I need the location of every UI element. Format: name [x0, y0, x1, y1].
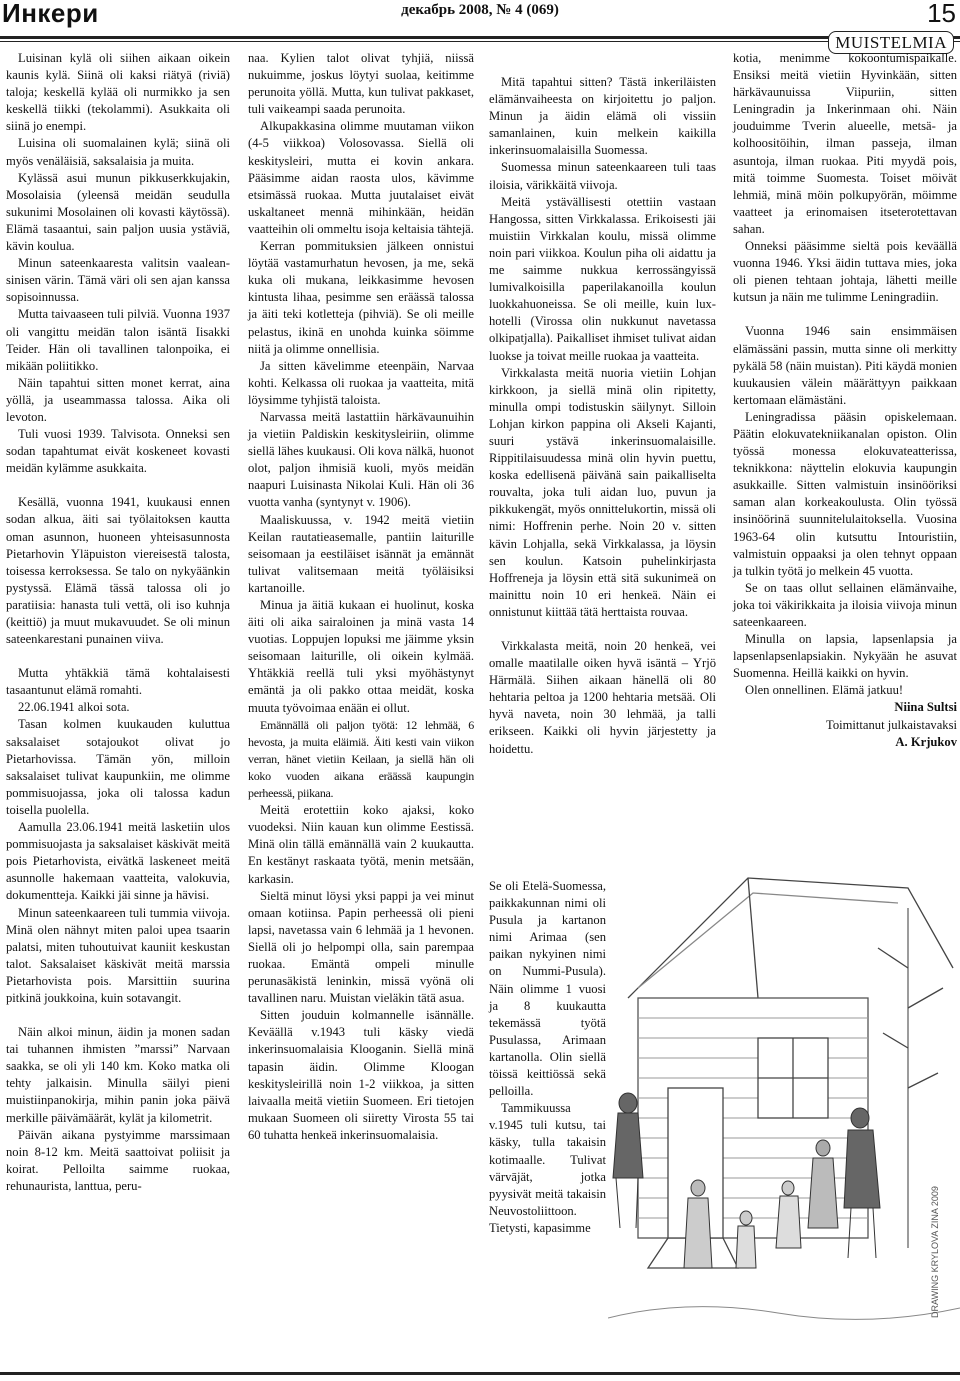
paragraph: Emännällä oli paljon työtä: 12 lehmää, 6 hevosta, ja muita eläimiä. Äiti kesti vain viikon verran, hänet vietiin Keilaan, ja siellä hän oli koko vuoden aikana eräässä kaupungin perheessä, piikana.	[248, 717, 474, 801]
header-rule	[0, 36, 960, 39]
paragraph: Virkkalasta meitä, noin 20 henkeä, vei omalle maatilalle oiken hyvä isäntä – Yrjö Härmälä. Siihen aikaan hänellä oli 80 hehtaria peltoa ja 1200 hehtaria metsää. Oli hyvä naveta, noin 30 lehmää, ja talli erikseen. Kaikki oli hyvin järjestetty ja hoidettu.	[489, 639, 716, 756]
paragraph: Mutta yhtäkkiä tämä kohtalaisesti tasaantunut elämä romahti.	[6, 666, 230, 698]
article-column-2	[248, 50, 474, 1144]
paragraph: Kerran pommituksien jälkeen onnistui löytää vastamurhatun hevosen, ja me, sekä kuka oli mukana, leikkasimme hevosen kintusta lihaa, pesimme sen eräässä talossa ja äiti teki kotletteja (pihviä). Se oli meille pelastus, ikinä en unohda kuinka söimme niitä ja olimme onnellisia.	[248, 239, 474, 356]
paragraph: Narvassa meitä lastattiin härkävaunuihin ja vietiin Paldiskin keskitysleiriin, olimme siellä lähes kuukausi. Oli kova nälkä, huonot olot, paljon ihmisiä kuoli, myös meidän naapuri Luisinasta Nikolai Kuli. Hän oli 36 vuotta vanha (syntynyt v. 1906).	[248, 409, 474, 510]
paragraph: Olen onnellinen. Elämä jatkuu!	[745, 683, 904, 698]
page-header	[0, 0, 960, 34]
paragraph: Tammikuussa v.1945 tuli kutsu, tai käsky, tulla takaisin kotimaalle. Tulivat värvājät, jotka pyysivät meitä takaisin Neuvostoliittoon. Tietysti, kapasimme	[489, 1101, 606, 1235]
paragraph: Päivän aikana pystyimme marssimaan noin 8-12 km. Meitä saattoivat poliisit ja koirat. Pelloilta saimme ruokaa, rehunaurista, lanttua, peru-	[6, 1127, 230, 1193]
paragraph: Kylässä asui munun pikkuserkkujakin, Mosolaisia (yleensä meidän seudulla sukunimi Mosolainen oli kovasti käytössä). Elämä tasaantui, sain paljon uusia ystäviä, kävin koulua.	[6, 170, 230, 254]
paragraph: kotia, menimme kokoontumispaikalle. Ensiksi meitä vietiin Hyvinkään, sitten härkävaunuissa Viipuriin, sitten Leningradin ja Inkerinmaan ohi. Näin jouduimme Tverin alueelle, metsä- ja kolhoositöihin, ilman passeja, ilman asuntoja, ilman ruokaa. Piti myydä pois, mitä toimme Suomesta. Toiset möivät lehmiä, minä möin polkupyörän, möimme vaatteet ja erinomaisen itseterotettavan sahan.	[733, 51, 957, 236]
paragraph: Vuonna 1946 sain ensimmäisen elämässäni passin, mutta sinne oli merkitty pykälä 58 (näin muistan). Piti käydä monien kuukausien välein määrättyyn paikkaan kertomaan elämästäni.	[733, 324, 957, 407]
paragraph: Tuli vuosi 1939. Talvisota. Onneksi sen sodan tapahtumat eivät koskeneet kovasti meidän kylämme asukkaita.	[6, 427, 230, 476]
paragraph: Kesällä, vuonna 1941, kuukausi ennen sodan alkua, äiti sai työlaitoksen kautta oman asunnon, huoneen yhteisasunnosta Pietarhovin Yläpuiston viereisestä talosta, toisessa kerroksessa. Se talo on nykyäänkin pystyssä. Elämä tässä talossa oli jo paratiisia: hanasta tuli vettä, oli iso kuhnja (keittiö) ja muut mukavuudet. Se oli minun sateenkarestani punainen viiva.	[6, 495, 230, 647]
village-soldiers-illustration	[608, 848, 960, 1353]
article-column-3	[489, 74, 716, 758]
paragraph: Näin alkoi minun, äidin ja monen sadan tai tuhannen ihmisten ”marssi” Narvaan saakka, se oli yli 140 km. Koko matka oli tehty jalkaisin. Minulla säilyi pieni muistiinpanokirja, mihin panin joka päivä merkille päivämäärät, kylät ja kilometrit.	[6, 1025, 230, 1125]
paragraph: Mutta taivaaseen tuli pilviä. Vuonna 1937 oli vangittu meidän talon isäntä Iisakki Teider. Hän oli tavallinen talonpoika, ei mikään poliitikko.	[6, 307, 230, 373]
paragraph: Leningradissa pääsin opiskelemaan. Päätin elokuvatekniikanalan opiston. Olin työssä monessa elokuvateatterissa, teknikkona: näyttelin elokuvia kaupungin asukkaille. Sitten valmistuin insinööriksi saman alan korkeakoulusta. Olin työssä insinöörinä suunnitelulaitoksella. Vuosina 1963-64 olin kutsuttu Intouristiin, valmistuin oppaaksi ja olen tehnyt oppaan ja tulkin työtä jo melkein 45 vuotta.	[733, 409, 957, 578]
paragraph: Tasan kolmen kuukauden kuluttua saksalaiset sotajoukot olivat jo Pietarhovissa. Tämän yön, milloin saksalaiset tulivat kaupunkiin, me olimme pommisuojassa, joka oli talossa kadun toisella puolella.	[6, 717, 230, 817]
footer-rule	[0, 1372, 960, 1375]
paragraph: Minun sateenkaaresta valitsin vaalean-sinisen värin. Tämä väri oli sen ajan kanssa sopisoinnussa.	[6, 256, 230, 305]
paragraph: Minun sateenkaareen tuli tummia viivoja. Minä olen nähnyt miten paloi upea tsaarin palatsi, miten tuhoutuivat kauniit keskustan talot. Saksalaiset käskivät meitä marssia Pietarhovista pois. Marsittiin suurina pitkinä joukkoina, kuin sotavangit.	[6, 905, 230, 1005]
paragraph: Näin tapahtui sitten monet kerrat, aina yöllä, ja useammassa talossa. Aika oli levoton.	[6, 375, 230, 424]
paragraph: Sitten jouduin kolmannelle isännälle. Keväällä v.1943 tuli käsky viedä inkerinsuomalaisia Klooganin. Siellä minä tapasin äidin. Olimme Kloogan keskitysleirillä noin 1-2 viikkoa, ja sitten laivaalla meitä vietiin Suomeen. Eri tietojen mukaan Suomeen oli siiretty Virosta 55 tai 60 tuhatta henkeä inkerinsuomalaisia.	[248, 1008, 474, 1142]
illustration-signature: DRAWING KRYLOVA ZINA 2009	[930, 1186, 940, 1318]
paragraph: Meitä ystävällisesti otettiin vastaan Hangossa, sitten Virkkalassa. Erikoisesti jäi muistiin Virkkalan koulu, missä olimme noin pari viikkoa. Koulun piha oli aidattu ja me saimme nukkua kerrossängyissä lumivalkoisilla paperilakanoilla koulun luokkahuoneissa. Se oli meille, kuin lux-hotelli (Virossa olin nukkunut navetassa olkipatjalla). Paikalliset ihmiset tulivat aidan luokse ja toivat meille ruokaa ja vaatteita.	[489, 194, 716, 363]
issue-line: декабрь 2008, № 4 (069)	[401, 2, 559, 18]
paragraph: Minua ja äitiä kukaan ei huolinut, koska äiti oli aika sairaloinen ja minä vasta 14 vuotias. Loppujen lopuksi me jäimme yksin seisomaan laiturille, oli oikein kylmää. Yhtäkkiä reellä tuli yksi myöhästynyt emäntä ja oli pakko ottaa meidät, koska muuta työvoimaa enään ei ollut.	[248, 598, 474, 715]
author-name: Niina Sultsi	[894, 700, 957, 715]
paragraph: Sieltä minut löysi yksi pappi ja vei minut omaan kotiinsa. Papin perheessä oli pieni lapsi, navetassa vain 6 lehmää ja 1 hevonen. Siellä oli jo helpompi olla, sain parempaa ruokaa. Emäntä ompeli minulle perunasäkistä leninkin, missä vyönä oli tavallinen naru. Muistan vieläkin tätä asua.	[248, 888, 474, 1006]
paragraph: 22.06.1941 alkoi sota.	[18, 700, 130, 715]
paragraph: Luisina oli suomalainen kylä; siinä oli myös venäläisiä, saksalaisia ja muita.	[6, 136, 230, 168]
paragraph: Ja sitten kävelimme eteenpäin, Narvaa kohti. Kelkassa oli ruokaa ja vaatteita, mitä löysimme tyhjistä taloista.	[248, 358, 474, 407]
paragraph: Minulla on lapsia, lapsenlapsia ja lapsenlapsenlapsiakin. Nykyään he asuvat Suomenna. Heillä kaikki on hyvin.	[733, 632, 957, 681]
paragraph: Maaliskuussa, v. 1942 meitä vietiin Keilan rautatieasemalle, pantiin laiturille seisomaan ja eestiläiset isännät ja emännät tulivat valitsemaan meitä työläisiksi kartanoille.	[248, 512, 474, 595]
paragraph: Onneksi pääsimme sieltä pois keväällä vuonna 1946. Yksi äidin tuttava mies, joka oli pienen tehtaan johtaja, lähetti meille kutsun ja näin me tulimme Leningradiin.	[733, 239, 957, 305]
newspaper-title: Инкери	[2, 0, 99, 28]
editor-name: A. Krjukov	[895, 734, 957, 749]
paragraph: Virkkalasta meitä nuoria vietiin Lohjan kirkkoon, ja siellä minä olin ripitetty, minulla ompi todistuskin säilynyt. Silloin Lohjan kirkon pappina oli Akseli Kajanti, suuri ystävä inkerinsuomalaisille. Rippitilaisuudessa minä olin hyvin puettu, koska edellisenä päivänä sain paikalliselta rouvalta, joka tuli aidan luo, puvun ja pikkukengät, myös onnittelukortin, missä oli nimi: Hoffrenin perhe. Noin 20 v. sitten kävin Lohjalla, sekä Virkkalassa, ja löysin sen koulun. Katsoin puhelinkirjasta Hoffreneja ja löysin että sitä sukunimeä on mainittu noin 10 eri henkeä. Näin ei onnistunut kiittää tätä herttaista rouvaa.	[489, 365, 716, 619]
paragraph: Luisinan kylä oli siihen aikaan oikein kaunis kylä. Siinä oli kaksi riätyä (riviä) taloja; keskellä kylää oli nurmikko ja sen keskellä tiikki (tekolammi). Asukkaita oli siinä jo enempi.	[6, 51, 230, 134]
paragraph: Aamulla 23.06.1941 meitä lasketiin ulos pommisuojasta ja saksalaiset käskivät meitä pois Pietarhovista, eivätkä laskeneet meitä asunnolle hakemaan vaatteita, valokuvia, dokumentteja. Kaikki jäi sinne ja hävisi.	[6, 820, 230, 903]
paragraph: naa. Kylien talot olivat tyhjiä, niissä nukuimme, joskus löytyi suolaa, keitimme perunoita yöllä. Mutta, kun tulivat pakkaset, tuli vaikeampi saada perunoita.	[248, 51, 474, 117]
paragraph: Meitä erotettiin koko ajaksi, koko vuodeksi. Niin kauan kun olimme Eestissä. Minä olin tällä emännällä vain 2 kuukautta. En kestänyt raskaata työtä, menin metsään, karkasin.	[248, 803, 474, 886]
article-column-1	[6, 50, 230, 1195]
paragraph: Suomessa minun sateenkaareen tuli taas iloisia, värikkäitä viivoja.	[489, 160, 716, 192]
page-number: 15	[927, 0, 956, 28]
paragraph: Alkupakkasina olimme muutaman viikon (4-5 viikkoa) Volosovassa. Siellä oli keskitysleiri, mutta ei kovin ankara. Pääsimme aidan raosta ulos, kävimme etsimässä ruokaa. Mutta juutalaiset eivät uskaltaneet mennä mihinkään, heidän vaatteihin oli ommeltu isoja keltaisia tähtejä.	[248, 119, 474, 236]
header-rule-thin	[0, 41, 960, 42]
editor-label: Toimittanut julkaistavaksi	[826, 717, 957, 732]
paragraph: Se on taas ollut sellainen elämänvaihe, joka toi väkirikkaita ja iloisia viivoja minun sateenkaareen.	[733, 580, 957, 629]
article-column-4	[733, 50, 957, 751]
paragraph: Se oli Etelä-Suomessa, paikkakunnan nimi oli Pusula ja kartanon nimi Arimaa (sen paikan nykyinen nimi on Nummi-Pusula). Näin olimme 1 vuosi ja 8 kuukautta tekemässä työtä Pusulassa, Arimaan kartanolla. Olin siellä töissä keittiössä sekä pelloilla.	[489, 879, 606, 1099]
article-column-3-narrow	[489, 878, 606, 1237]
paragraph: Mitä tapahtui sitten? Tästä inkeriläisten elämänvaiheesta on kirjoitettu jo paljon. Minun ja äidin elämä oli vissiin samanlainen, kuin melkein kaikilla inkerinsuomalaisilla Suomessa.	[489, 75, 716, 158]
section-label: MUISTELMIA	[828, 31, 954, 54]
